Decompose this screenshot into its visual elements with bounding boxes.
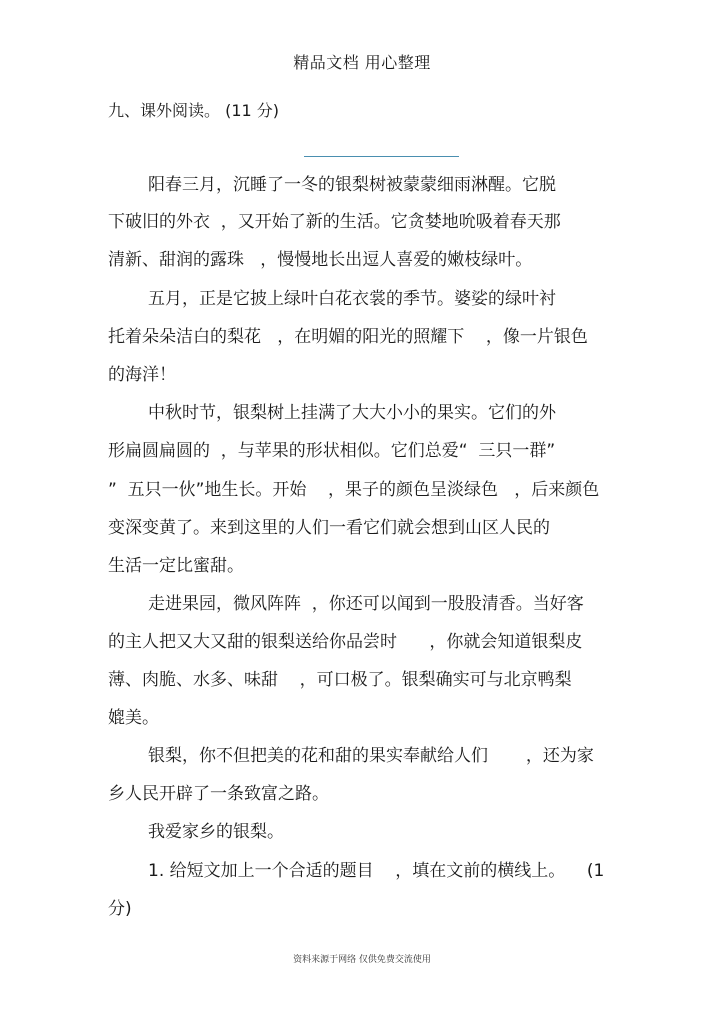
passage-line: 媲美。 — [108, 708, 159, 728]
page-footer: 资料来源于网络 仅供免费交流使用 — [293, 955, 431, 965]
passage-line: 的海洋！ — [108, 365, 176, 385]
passage-line: 清新、甜润的露珠 ，慢慢地长出逗人喜爱的嫩枝绿叶。 — [108, 250, 533, 270]
passage-line: 下破旧的外衣 ，又开始了新的生活。它贪婪地吮吸着春天那 — [108, 212, 561, 232]
passage-line: 五月，正是它披上绿叶白花衣裳的季节。婆娑的绿叶衬 — [148, 289, 556, 309]
passage-line: 薄、肉脆、水多、味甜 ，可口极了。银梨确实可与北京鸭梨 — [108, 670, 572, 690]
passage-line: 托着朵朵洁白的梨花 ，在明媚的阳光的照耀下 ，像一片银色 — [108, 327, 588, 347]
passage-line: 生活一定比蜜甜。 — [108, 556, 244, 576]
passage-line: 变深变黄了。来到这里的人们一看它们就会想到山区人民的 — [108, 518, 550, 538]
passage-line: ” 五只一伙”地生长。开始 ，果子的颜色呈淡绿色 ，后来颜色 — [108, 480, 600, 500]
passage-line: 中秋时节，银梨树上挂满了大大小小的果实。它们的外 — [148, 403, 556, 423]
passage-line: 乡人民开辟了一条致富之路。 — [108, 784, 329, 804]
page-header: 精品文档 用心整理 — [293, 53, 431, 72]
passage-line: 银梨，你不但把美的花和甜的果实奉献给人们 ，还为家 — [148, 746, 594, 766]
passage-line: 阳春三月，沉睡了一冬的银梨树被蒙蒙细雨淋醒。它脱 — [148, 175, 556, 195]
passage-line: 的主人把又大又甜的银梨送给你品尝时 ，你就会知道银梨皮 — [108, 632, 583, 652]
question-line: 分) — [108, 899, 132, 919]
passage-line: 我爱家乡的银梨。 — [148, 822, 284, 842]
passage-line: 走进果园，微风阵阵 ，你还可以闻到一股股清香。当好客 — [148, 594, 584, 614]
section-title: 九、课外阅读。 (11 分) — [108, 101, 280, 120]
question-line: 1. 给短文加上一个合适的题目 ，填在文前的横线上。 (1 — [148, 861, 605, 881]
title-answer-blank — [304, 156, 459, 157]
passage-line: 形扁圆扁圆的 ，与苹果的形状相似。它们总爱“ 三只一群” — [108, 441, 556, 461]
